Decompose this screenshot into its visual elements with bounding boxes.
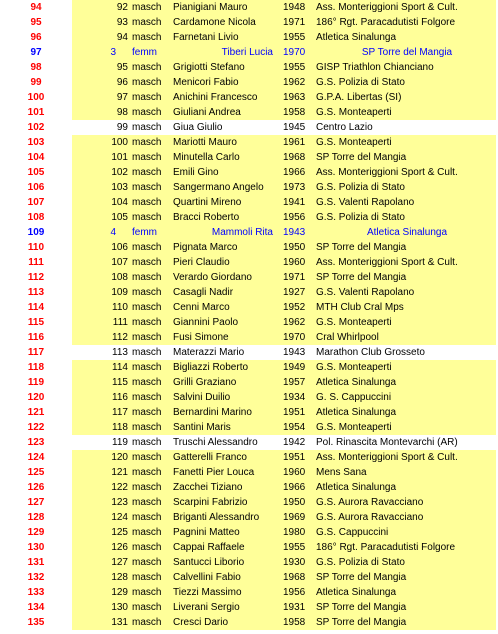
position-cell: 95 <box>0 15 72 30</box>
bib-number-cell: 3 <box>110 47 116 58</box>
birth-year-cell: 1927 <box>283 287 306 298</box>
bib-number-cell: 125 <box>111 527 128 538</box>
birth-year-cell: 1958 <box>283 107 306 118</box>
birth-year-cell: 1955 <box>283 62 306 73</box>
club-cell: GISP Triathlon Chianciano <box>316 62 434 73</box>
position-cell: 130 <box>0 540 72 555</box>
birth-year-cell: 1960 <box>283 257 306 268</box>
birth-year-cell: 1956 <box>283 587 306 598</box>
birth-year-cell: 1973 <box>283 182 306 193</box>
bib-number-cell: 108 <box>111 272 128 283</box>
athlete-name-cell: Grigiotti Stefano <box>173 62 245 73</box>
athlete-name-cell: Bracci Roberto <box>173 212 240 223</box>
club-cell: G.S. Cappuccini <box>316 527 389 538</box>
club-cell: G.P.A. Libertas (SI) <box>316 92 402 103</box>
birth-year-cell: 1941 <box>283 197 306 208</box>
athlete-name-cell: Gatterelli Franco <box>173 452 247 463</box>
bib-number-cell: 102 <box>111 167 128 178</box>
club-cell: G.S. Valenti Rapolano <box>316 287 415 298</box>
athlete-name-cell: Giannini Paolo <box>173 317 239 328</box>
birth-year-cell: 1949 <box>283 362 306 373</box>
bib-number-cell: 121 <box>111 467 128 478</box>
bib-number-cell: 128 <box>111 572 128 583</box>
category-cell: masch <box>132 452 162 463</box>
athlete-name-cell: Farnetani Livio <box>173 32 239 43</box>
athlete-name-cell: Truschi Alessandro <box>173 437 258 448</box>
bib-number-cell: 97 <box>116 92 128 103</box>
table-row <box>0 600 498 615</box>
birth-year-cell: 1955 <box>283 32 306 43</box>
club-cell: Atletica Sinalunga <box>316 407 397 418</box>
bib-number-cell: 130 <box>111 602 128 613</box>
category-cell: masch <box>132 2 162 13</box>
table-row <box>0 315 498 330</box>
birth-year-cell: 1943 <box>283 347 306 358</box>
category-cell: masch <box>132 587 162 598</box>
category-cell: masch <box>132 62 162 73</box>
category-cell: masch <box>132 602 162 613</box>
athlete-name-cell: Sangermano Angelo <box>173 182 264 193</box>
position-cell: 100 <box>0 90 72 105</box>
bib-number-cell: 104 <box>111 197 128 208</box>
club-cell: Cral Whirlpool <box>316 332 379 343</box>
club-cell: G.S. Monteaperti <box>316 362 392 373</box>
club-cell: SP Torre del Mangia <box>316 572 407 583</box>
bib-number-cell: 117 <box>112 407 128 418</box>
athlete-name-cell: Grilli Graziano <box>173 377 237 388</box>
club-cell: G. S. Cappuccini <box>316 392 392 403</box>
position-cell: 120 <box>0 390 72 405</box>
category-cell: masch <box>132 302 162 313</box>
birth-year-cell: 1930 <box>283 557 306 568</box>
club-cell: SP Torre del Mangia <box>316 152 407 163</box>
club-cell: 186° Rgt. Paracadutisti Folgore <box>316 542 456 553</box>
athlete-name-cell: Cardamone Nicola <box>173 17 256 28</box>
position-cell: 96 <box>0 30 72 45</box>
club-cell: G.S. Monteaperti <box>316 107 392 118</box>
bib-number-cell: 100 <box>111 137 128 148</box>
position-cell: 119 <box>0 375 72 390</box>
athlete-name-cell: Quartini Mireno <box>173 197 242 208</box>
bib-number-cell: 119 <box>112 437 128 448</box>
bib-number-cell: 115 <box>112 377 128 388</box>
table-row <box>0 30 498 45</box>
club-cell: Centro Lazio <box>316 122 373 133</box>
club-cell: SP Torre del Mangia <box>316 242 407 253</box>
bib-number-cell: 126 <box>111 542 128 553</box>
bib-number-cell: 110 <box>112 302 128 313</box>
athlete-name-cell: Tiezzi Massimo <box>173 587 242 598</box>
athlete-name-cell: Minutella Carlo <box>173 152 240 163</box>
club-cell: SP Torre del Mangia <box>361 47 453 58</box>
birth-year-cell: 1931 <box>283 602 306 613</box>
position-cell: 131 <box>0 555 72 570</box>
table-row <box>0 330 498 345</box>
athlete-name-cell: Giuliani Andrea <box>173 107 241 118</box>
position-cell: 124 <box>0 450 72 465</box>
category-cell: femm <box>132 47 157 58</box>
position-cell: 121 <box>0 405 72 420</box>
position-cell: 125 <box>0 465 72 480</box>
athlete-name-cell: Fanetti Pier Louca <box>173 467 255 478</box>
category-cell: masch <box>132 377 162 388</box>
athlete-name-cell: Materazzi Mario <box>173 347 245 358</box>
birth-year-cell: 1954 <box>283 422 306 433</box>
table-row <box>0 615 498 630</box>
position-cell: 116 <box>0 330 72 345</box>
position-cell: 98 <box>0 60 72 75</box>
category-cell: masch <box>132 122 162 133</box>
position-cell: 106 <box>0 180 72 195</box>
athlete-name-cell: Bernardini Marino <box>173 407 252 418</box>
birth-year-cell: 1952 <box>283 302 306 313</box>
athlete-name-cell: Salvini Duilio <box>173 392 231 403</box>
category-cell: masch <box>132 482 162 493</box>
club-cell: G.S. Valenti Rapolano <box>316 197 415 208</box>
category-cell: masch <box>132 527 162 538</box>
category-cell: masch <box>132 512 162 523</box>
category-cell: masch <box>132 392 162 403</box>
club-cell: Pol. Rinascita Montevarchi (AR) <box>316 437 458 448</box>
category-cell: masch <box>132 332 162 343</box>
birth-year-cell: 1971 <box>283 17 306 28</box>
birth-year-cell: 1962 <box>283 77 306 88</box>
club-cell: Ass. Monteriggioni Sport & Cult. <box>316 257 458 268</box>
bib-number-cell: 112 <box>112 332 128 343</box>
birth-year-cell: 1945 <box>283 122 306 133</box>
position-cell: 109 <box>0 225 72 240</box>
position-cell: 129 <box>0 525 72 540</box>
birth-year-cell: 1969 <box>283 512 306 523</box>
position-cell: 133 <box>0 585 72 600</box>
club-cell: G.S. Monteaperti <box>316 317 392 328</box>
bib-number-cell: 99 <box>116 122 128 133</box>
athlete-name-cell: Santucci Liborio <box>173 557 245 568</box>
table-row <box>0 75 498 90</box>
bib-number-cell: 120 <box>111 452 128 463</box>
bib-number-cell: 105 <box>111 212 128 223</box>
club-cell: 186° Rgt. Paracadutisti Folgore <box>316 17 456 28</box>
table-row <box>0 585 498 600</box>
position-cell: 128 <box>0 510 72 525</box>
position-cell: 104 <box>0 150 72 165</box>
position-cell: 123 <box>0 435 72 450</box>
table-row <box>0 0 498 15</box>
position-cell: 97 <box>0 45 72 60</box>
table-row <box>0 360 498 375</box>
table-row <box>0 345 498 360</box>
table-row <box>0 405 498 420</box>
athlete-name-cell: Mammoli Rita <box>211 227 273 238</box>
bib-number-cell: 123 <box>111 497 128 508</box>
bib-number-cell: 96 <box>116 77 128 88</box>
athlete-name-cell: Pagnini Matteo <box>173 527 240 538</box>
club-cell: G.S. Polizia di Stato <box>316 182 405 193</box>
position-cell: 103 <box>0 135 72 150</box>
position-cell: 94 <box>0 0 72 15</box>
table-row <box>0 420 498 435</box>
birth-year-cell: 1951 <box>283 452 306 463</box>
bib-number-cell: 129 <box>111 587 128 598</box>
club-cell: SP Torre del Mangia <box>316 602 407 613</box>
athlete-name-cell: Anichini Francesco <box>173 92 258 103</box>
bib-number-cell: 113 <box>112 347 128 358</box>
table-row <box>0 525 498 540</box>
birth-year-cell: 1934 <box>283 392 306 403</box>
athlete-name-cell: Bigliazzi Roberto <box>173 362 249 373</box>
category-cell: masch <box>132 572 162 583</box>
table-row <box>0 285 498 300</box>
table-row <box>0 255 498 270</box>
position-cell: 117 <box>0 345 72 360</box>
table-row <box>0 555 498 570</box>
bib-number-cell: 107 <box>111 257 128 268</box>
athlete-name-cell: Pianigiani Mauro <box>173 2 248 13</box>
position-cell: 108 <box>0 210 72 225</box>
position-cell: 132 <box>0 570 72 585</box>
birth-year-cell: 1966 <box>283 167 306 178</box>
position-cell: 111 <box>0 255 72 270</box>
table-row <box>0 150 498 165</box>
club-cell: Ass. Monteriggioni Sport & Cult. <box>316 2 458 13</box>
bib-number-cell: 95 <box>116 62 128 73</box>
position-cell: 113 <box>0 285 72 300</box>
birth-year-cell: 1943 <box>283 227 306 238</box>
athlete-name-cell: Briganti Alessandro <box>173 512 260 523</box>
club-cell: Atletica Sinalunga <box>316 377 397 388</box>
table-row <box>0 510 498 525</box>
category-cell: masch <box>132 557 162 568</box>
category-cell: masch <box>132 182 162 193</box>
athlete-name-cell: Menicori Fabio <box>173 77 239 88</box>
bib-number-cell: 122 <box>111 482 128 493</box>
category-cell: masch <box>132 92 162 103</box>
birth-year-cell: 1963 <box>283 92 306 103</box>
category-cell: masch <box>132 347 162 358</box>
table-row <box>0 15 498 30</box>
bib-number-cell: 101 <box>111 152 128 163</box>
table-row <box>0 495 498 510</box>
position-cell: 122 <box>0 420 72 435</box>
bib-number-cell: 92 <box>116 2 128 13</box>
club-cell: Ass. Monteriggioni Sport & Cult. <box>316 167 458 178</box>
category-cell: masch <box>132 437 162 448</box>
table-row <box>0 270 498 285</box>
birth-year-cell: 1948 <box>283 2 306 13</box>
bib-number-cell: 127 <box>111 557 128 568</box>
birth-year-cell: 1957 <box>283 377 306 388</box>
position-cell: 102 <box>0 120 72 135</box>
position-cell: 105 <box>0 165 72 180</box>
club-cell: Mens Sana <box>316 467 367 478</box>
birth-year-cell: 1958 <box>283 617 306 628</box>
table-row <box>0 90 498 105</box>
club-cell: Atletica Sinalunga <box>316 32 397 43</box>
birth-year-cell: 1955 <box>283 542 306 553</box>
position-cell: 99 <box>0 75 72 90</box>
category-cell: masch <box>132 467 162 478</box>
category-cell: masch <box>132 317 162 328</box>
category-cell: masch <box>132 407 162 418</box>
table-row <box>0 465 498 480</box>
position-cell: 135 <box>0 615 72 630</box>
club-cell: G.S. Monteaperti <box>316 137 392 148</box>
table-row <box>0 45 498 60</box>
table-row <box>0 390 498 405</box>
club-cell: Ass. Monteriggioni Sport & Cult. <box>316 452 458 463</box>
club-cell: G.S. Aurora Ravacciano <box>316 497 424 508</box>
category-cell: masch <box>132 272 162 283</box>
position-cell: 101 <box>0 105 72 120</box>
position-cell: 127 <box>0 495 72 510</box>
club-cell: Atletica Sinalunga <box>366 227 448 238</box>
club-cell: Atletica Sinalunga <box>316 587 397 598</box>
table-row <box>0 210 498 225</box>
table-row <box>0 135 498 150</box>
table-row <box>0 180 498 195</box>
position-cell: 115 <box>0 315 72 330</box>
club-cell: G.S. Polizia di Stato <box>316 212 405 223</box>
birth-year-cell: 1968 <box>283 572 306 583</box>
club-cell: Atletica Sinalunga <box>316 482 397 493</box>
position-cell: 110 <box>0 240 72 255</box>
birth-year-cell: 1968 <box>283 152 306 163</box>
athlete-name-cell: Scarpini Fabrizio <box>173 497 248 508</box>
table-row <box>0 300 498 315</box>
bib-number-cell: 106 <box>111 242 128 253</box>
category-cell: masch <box>132 542 162 553</box>
position-cell: 134 <box>0 600 72 615</box>
category-cell: masch <box>132 107 162 118</box>
athlete-name-cell: Emili Gino <box>173 167 219 178</box>
category-cell: masch <box>132 287 162 298</box>
table-row <box>0 375 498 390</box>
club-cell: G.S. Monteaperti <box>316 422 392 433</box>
athlete-name-cell: Cenni Marco <box>173 302 230 313</box>
birth-year-cell: 1942 <box>283 437 306 448</box>
category-cell: masch <box>132 617 162 628</box>
bib-number-cell: 103 <box>111 182 128 193</box>
birth-year-cell: 1950 <box>283 497 306 508</box>
athlete-name-cell: Fusi Simone <box>173 332 229 343</box>
category-cell: masch <box>132 197 162 208</box>
birth-year-cell: 1966 <box>283 482 306 493</box>
category-cell: masch <box>132 77 162 88</box>
birth-year-cell: 1970 <box>283 332 306 343</box>
club-cell: SP Torre del Mangia <box>316 617 407 628</box>
birth-year-cell: 1971 <box>283 272 306 283</box>
athlete-name-cell: Zacchei Tiziano <box>173 482 243 493</box>
table-row <box>0 435 498 450</box>
category-cell: masch <box>132 17 162 28</box>
bib-number-cell: 109 <box>111 287 128 298</box>
bib-number-cell: 93 <box>116 17 128 28</box>
club-cell: G.S. Aurora Ravacciano <box>316 512 424 523</box>
category-cell: masch <box>132 362 162 373</box>
athlete-name-cell: Pignata Marco <box>173 242 238 253</box>
athlete-name-cell: Casagli Nadir <box>173 287 234 298</box>
table-row <box>0 225 498 240</box>
athlete-name-cell: Verardo Giordano <box>173 272 252 283</box>
table-row <box>0 105 498 120</box>
birth-year-cell: 1960 <box>283 467 306 478</box>
birth-year-cell: 1970 <box>283 47 306 58</box>
table-row <box>0 540 498 555</box>
position-cell: 126 <box>0 480 72 495</box>
bib-number-cell: 114 <box>112 362 128 373</box>
position-cell: 118 <box>0 360 72 375</box>
club-cell: Marathon Club Grosseto <box>316 347 425 358</box>
category-cell: masch <box>132 497 162 508</box>
bib-number-cell: 94 <box>116 32 128 43</box>
bib-number-cell: 98 <box>116 107 128 118</box>
athlete-name-cell: Tiberi Lucia <box>221 47 273 58</box>
position-cell: 107 <box>0 195 72 210</box>
position-cell: 114 <box>0 300 72 315</box>
birth-year-cell: 1951 <box>283 407 306 418</box>
category-cell: masch <box>132 242 162 253</box>
club-cell: G.S. Polizia di Stato <box>316 557 405 568</box>
table-row <box>0 165 498 180</box>
club-cell: SP Torre del Mangia <box>316 272 407 283</box>
bib-number-cell: 124 <box>111 512 128 523</box>
athlete-name-cell: Liverani Sergio <box>173 602 240 613</box>
category-cell: masch <box>132 422 162 433</box>
category-cell: masch <box>132 32 162 43</box>
birth-year-cell: 1961 <box>283 137 306 148</box>
category-cell: masch <box>132 167 162 178</box>
athlete-name-cell: Cresci Dario <box>173 617 229 628</box>
category-cell: masch <box>132 152 162 163</box>
position-cell: 112 <box>0 270 72 285</box>
table-row <box>0 480 498 495</box>
bib-number-cell: 111 <box>112 317 128 328</box>
athlete-name-cell: Mariotti Mauro <box>173 137 237 148</box>
athlete-name-cell: Pieri Claudio <box>173 257 230 268</box>
athlete-name-cell: Calvellini Fabio <box>173 572 241 583</box>
category-cell: masch <box>132 212 162 223</box>
birth-year-cell: 1950 <box>283 242 306 253</box>
table-row <box>0 195 498 210</box>
birth-year-cell: 1962 <box>283 317 306 328</box>
club-cell: G.S. Polizia di Stato <box>316 77 405 88</box>
birth-year-cell: 1956 <box>283 212 306 223</box>
table-row <box>0 120 498 135</box>
birth-year-cell: 1980 <box>283 527 306 538</box>
club-cell: MTH Club Cral Mps <box>316 302 404 313</box>
athlete-name-cell: Santini Maris <box>173 422 231 433</box>
category-cell: femm <box>132 227 157 238</box>
table-row <box>0 240 498 255</box>
category-cell: masch <box>132 257 162 268</box>
bib-number-cell: 4 <box>110 227 116 238</box>
category-cell: masch <box>132 137 162 148</box>
bib-number-cell: 116 <box>112 392 128 403</box>
athlete-name-cell: Giua Giulio <box>173 122 223 133</box>
table-row <box>0 60 498 75</box>
table-row <box>0 450 498 465</box>
athlete-name-cell: Cappai Raffaele <box>173 542 245 553</box>
bib-number-cell: 118 <box>112 422 128 433</box>
bib-number-cell: 131 <box>111 617 128 628</box>
table-row <box>0 570 498 585</box>
